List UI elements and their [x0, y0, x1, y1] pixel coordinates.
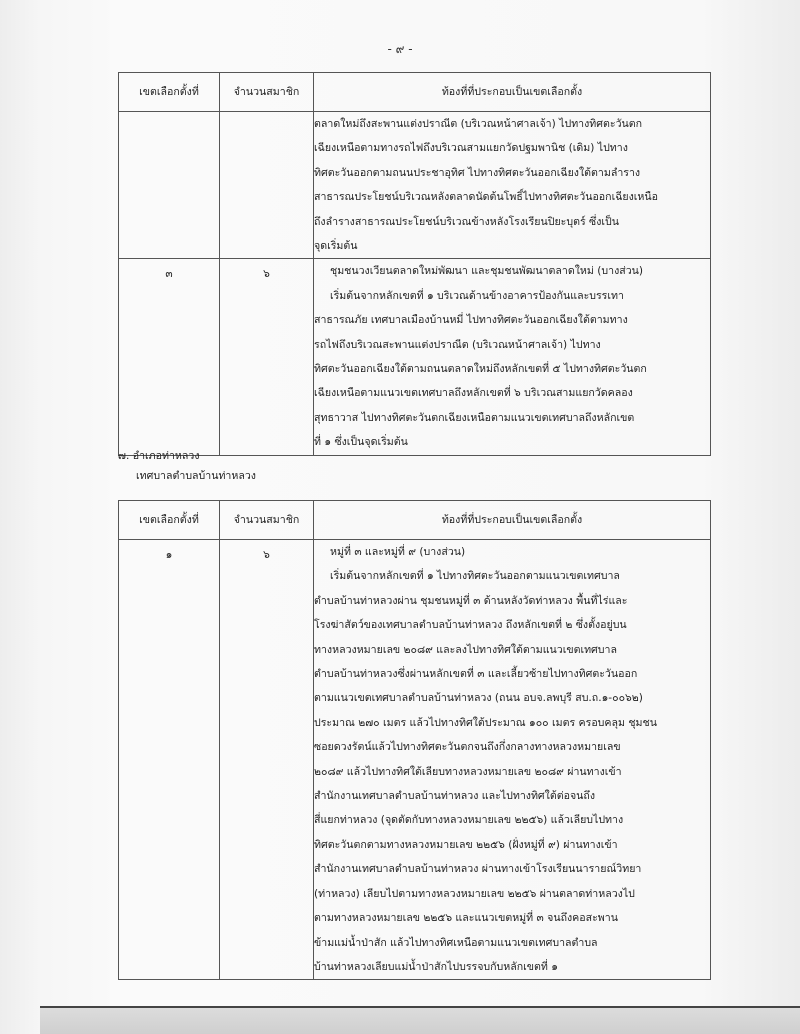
col-header-members: จำนวนสมาชิก [220, 73, 314, 112]
text-line: สาธารณประโยชน์บริเวณหลังตลาดนัดต้นโพธิ์ไปทางทิศตะวันออกเฉียงเหนือ [314, 191, 659, 204]
text-line: ทางหลวงหมายเลข ๒๐๘๙ และลงไปทางทิศใต้ตามแนวเขตเทศบาล [314, 643, 617, 656]
district-table-2 [118, 500, 711, 980]
members-cell [220, 112, 314, 259]
text-line: สาธารณภัย เทศบาลเมืองบ้านหมี่ ไปทางทิศตะวันออกเฉียงใต้ตามทาง [314, 314, 628, 327]
text-line: สุทธาวาส ไปทางทิศตะวันตกเฉียงเหนือตามแนวเขตเทศบาลถึงหลักเขต [314, 411, 635, 424]
members-count: ๖ [263, 549, 270, 561]
scan-bottom-edge [40, 1008, 800, 1034]
text-line: สำนักงานเทศบาลตำบลบ้านท่าหลวง และไปทางทิศใต้ต่อจนถึง [314, 790, 595, 803]
table-row [119, 112, 711, 259]
text-line: ถึงลำรางสาธารณประโยชน์บริเวณข้างหลังโรงเรียนปิยะบุตร์ ซึ่งเป็น [314, 215, 619, 228]
table-header-row [119, 501, 711, 540]
area-heading: หมู่ที่ ๓ และหมู่ที่ ๙ (บางส่วน) [330, 546, 466, 558]
text-line: จุดเริ่มต้น [314, 240, 358, 253]
district-cell [119, 259, 220, 455]
text-line: สำนักงานเทศบาลตำบลบ้านท่าหลวง ผ่านทางเข้าโรงเรียนนารายณ์วิทยา [314, 863, 642, 876]
area-cell [314, 112, 711, 259]
text-line: ตามแนวเขตเทศบาลตำบลบ้านท่าหลวง (ถนน อบจ.ลพบุรี สบ.ถ.๑-๐๐๖๒) [314, 692, 643, 705]
text-line: ทิศตะวันตกตามทางหลวงหมายเลข ๒๒๕๖ (ฝั่งหมู่ที่ ๙) ผ่านทางเข้า [314, 838, 618, 851]
text-line: ที่ ๑ ซึ่งเป็นจุดเริ่มต้น [314, 436, 408, 449]
col-header-members: จำนวนสมาชิก [220, 501, 314, 540]
members-count: ๖ [263, 268, 270, 281]
text-line: สี่แยกท่าหลวง (จุดตัดกับทางหลวงหมายเลข ๒๒๕๖) แล้วเลียบไปทาง [314, 814, 624, 827]
section-title: ๗. อำเภอท่าหลวง [118, 450, 200, 462]
district-number: ๑ [165, 549, 173, 561]
area-heading: ชุมชนวงเวียนตลาดใหม่พัฒนา และชุมชนพัฒนาตลาดใหม่ (บางส่วน) [330, 265, 644, 278]
text-line: เริ่มต้นจากหลักเขตที่ ๑ บริเวณด้านข้างอาคารป้องกันและบรรเทา [330, 289, 624, 302]
district-table-1 [118, 72, 711, 456]
text-line: ข้ามแม่น้ำป่าสัก แล้วไปทางทิศเหนือตามแนวเขตเทศบาลตำบล [314, 936, 598, 949]
col-header-area: ท้องที่ที่ประกอบเป็นเขตเลือกตั้ง [314, 73, 711, 112]
area-cell [314, 259, 711, 455]
text-line: เริ่มต้นจากหลักเขตที่ ๑ ไปทางทิศตะวันออกตามแนวเขตเทศบาล [330, 570, 620, 583]
section-subtitle: เทศบาลตำบลบ้านท่าหลวง [136, 470, 256, 482]
text-line: (ท่าหลวง) เลียบไปตามทางหลวงหมายเลข ๒๒๕๖ ผ่านตลาดท่าหลวงไป [314, 887, 635, 900]
text-line: ทิศตะวันออกเฉียงใต้ตามถนนตลาดใหม่ถึงหลักเขตที่ ๕ ไปทางทิศตะวันตก [314, 363, 647, 376]
table-row [119, 540, 711, 980]
district-cell [119, 540, 220, 980]
district-number: ๓ [165, 268, 173, 281]
table-row [119, 259, 711, 455]
text-line: ประมาณ ๒๗๐ เมตร แล้วไปทางทิศใต้ประมาณ ๑๐๐ เมตร ครอบคลุม ชุมชน [314, 716, 657, 729]
text-line: รถไฟถึงบริเวณสะพานแต่งปราณีต (บริเวณหน้าศาลเจ้า) ไปทาง [314, 338, 601, 351]
members-cell [220, 540, 314, 980]
text-line: ทิศตะวันออกตามถนนประชาอุทิศ ไปทางทิศตะวันออกเฉียงใต้ตามลำราง [314, 166, 641, 179]
members-cell [220, 259, 314, 455]
col-header-area: ท้องที่ที่ประกอบเป็นเขตเลือกตั้ง [314, 501, 711, 540]
page-number: - ๙ - [387, 42, 413, 56]
text-line: ซอยดวงรัตน์แล้วไปทางทิศตะวันตกจนถึงกึ่งกลางทางหลวงหมายเลข [314, 741, 621, 754]
text-line: ตำบลบ้านท่าหลวงผ่าน ชุมชนหมู่ที่ ๓ ด้านหลังวัดท่าหลวง พื้นที่ไร่และ [314, 594, 628, 607]
text-line: ตามทางหลวงหมายเลข ๒๒๕๖ และแนวเขตหมู่ที่ ๓ จนถึงคอสะพาน [314, 912, 618, 925]
col-header-district: เขตเลือกตั้งที่ [119, 73, 220, 112]
text-line: เฉียงเหนือตามทางรถไฟถึงบริเวณสามแยกวัดปฐมพานิช (เดิม) ไปทาง [314, 142, 628, 155]
district-cell [119, 112, 220, 259]
text-line: โรงฆ่าสัตว์ของเทศบาลตำบลบ้านท่าหลวง ถึงหลักเขตที่ ๒ ซึ่งตั้งอยู่บน [314, 619, 627, 632]
area-cell [314, 540, 711, 980]
section-heading [118, 446, 256, 486]
text-line: ตำบลบ้านท่าหลวงซึ่งผ่านหลักเขตที่ ๓ และเลี้ยวซ้ายไปทางทิศตะวันออก [314, 668, 638, 681]
text-line: ๒๐๘๙ แล้วไปทางทิศใต้เลียบทางหลวงหมายเลข ๒๐๘๙ ผ่านทางเข้า [314, 765, 622, 778]
text-line: บ้านท่าหลวงเลียบแม่น้ำป่าสักไปบรรจบกับหลักเขตที่ ๑ [314, 960, 558, 973]
text-line: เฉียงเหนือตามแนวเขตเทศบาลถึงหลักเขตที่ ๖ บริเวณสามแยกวัดคลอง [314, 387, 633, 400]
col-header-district: เขตเลือกตั้งที่ [119, 501, 220, 540]
table-header-row [119, 73, 711, 112]
text-line: ตลาดใหม่ถึงสะพานแต่งปราณีต (บริเวณหน้าศาลเจ้า) ไปทางทิศตะวันตก [314, 118, 643, 130]
